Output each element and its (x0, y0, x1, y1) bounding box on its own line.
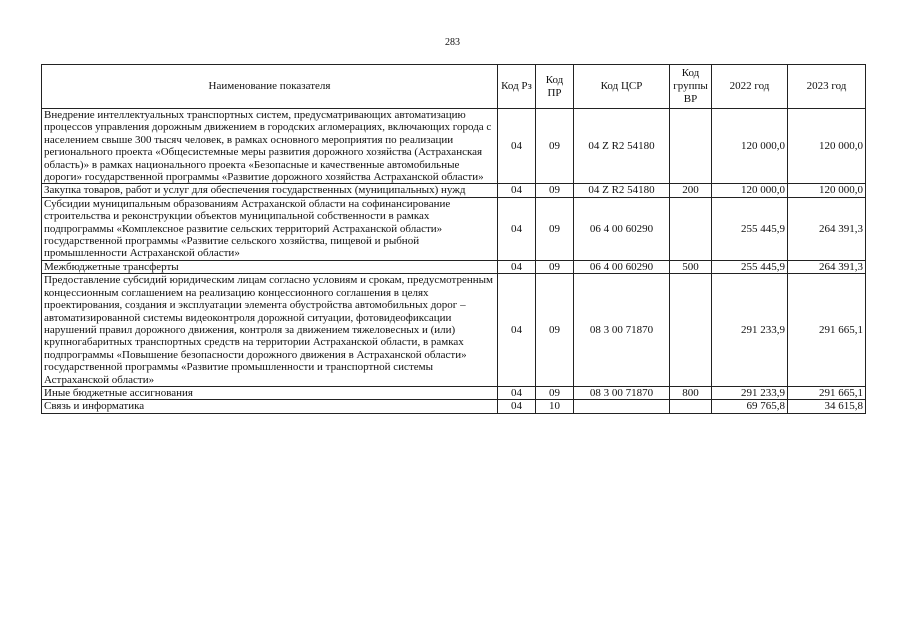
row-2023: 264 391,3 (788, 197, 866, 260)
row-2023: 264 391,3 (788, 260, 866, 273)
row-2023: 34 615,8 (788, 400, 866, 413)
row-csr: 06 4 00 60290 (574, 260, 670, 273)
table-header-row (42, 65, 866, 109)
row-rz: 04 (498, 386, 536, 399)
budget-table (41, 64, 866, 414)
row-pr: 09 (536, 260, 574, 273)
row-name: Внедрение интеллектуальных транспортных систем, предусматривающих автоматизацию процессов управления дорожным движением в городских агломерациях, включающих города с населением свыше 300 тысяч человек, в рамках основного мероприятия по реализации регионального проекта «Общесистемные меры развития дорожного хозяйства (Астраханская область)» в рамках национального проекта «Безопасные и качественные автомобильные дороги» государственной программы «Развитие дорожного хозяйства Астраханской области» (42, 109, 498, 184)
row-rz: 04 (498, 400, 536, 413)
row-2022: 120 000,0 (712, 109, 788, 184)
row-name: Иные бюджетные ассигнования (42, 386, 498, 399)
row-rz: 04 (498, 260, 536, 273)
row-2022: 69 765,8 (712, 400, 788, 413)
row-vr: 800 (670, 386, 712, 399)
row-2023: 291 665,1 (788, 386, 866, 399)
header-pr: Код ПР (536, 65, 574, 109)
header-2022: 2022 год (712, 65, 788, 109)
row-name: Закупка товаров, работ и услуг для обеспечения государственных (муниципальных) нужд (42, 184, 498, 197)
row-pr: 09 (536, 109, 574, 184)
row-rz: 04 (498, 197, 536, 260)
row-vr (670, 197, 712, 260)
row-2022: 255 445,9 (712, 197, 788, 260)
row-rz: 04 (498, 274, 536, 387)
table-row (42, 260, 866, 273)
header-csr: Код ЦСР (574, 65, 670, 109)
row-2022: 255 445,9 (712, 260, 788, 273)
table-row (42, 400, 866, 413)
row-2022: 291 233,9 (712, 386, 788, 399)
row-pr: 10 (536, 400, 574, 413)
row-2022: 120 000,0 (712, 184, 788, 197)
row-name: Межбюджетные трансферты (42, 260, 498, 273)
row-2023: 291 665,1 (788, 274, 866, 387)
row-pr: 09 (536, 386, 574, 399)
table-row (42, 184, 866, 197)
row-name: Субсидии муниципальным образованиям Астраханской области на софинансирование строительства и реконструкции объектов муниципальной собственности в рамках подпрограммы «Комплексное развитие сельских территорий Астраханской области» государственной программы «Развитие сельского хозяйства, пищевой и рыбной промышленности Астраханской области» (42, 197, 498, 260)
row-2023: 120 000,0 (788, 184, 866, 197)
header-rz: Код Рз (498, 65, 536, 109)
row-2022: 291 233,9 (712, 274, 788, 387)
row-rz: 04 (498, 184, 536, 197)
row-vr (670, 400, 712, 413)
row-name: Предоставление субсидий юридическим лицам согласно условиям и срокам, предусмотренным концессионным соглашением на реализацию концессионного соглашения в целях проектирования, создания и эксплуатации элемента обустройства автомобильных дорог – автоматизированной системы видеоконтроля дорожной ситуации, фотовидеофиксации нарушений правил дорожного движения, контроля за движением тяжеловесных и (или) крупногабаритных транспортных средств на территории Астраханской области, в рамках подпрограммы «Повышение безопасности дорожного движения в Астраханской области» государственной программы «Развитие промышленности и транспортной системы Астраханской области» (42, 274, 498, 387)
row-csr: 04 Z R2 54180 (574, 109, 670, 184)
table-row (42, 274, 866, 387)
row-csr (574, 400, 670, 413)
page-number: 283 (445, 37, 460, 48)
row-2023: 120 000,0 (788, 109, 866, 184)
row-vr (670, 109, 712, 184)
header-2023: 2023 год (788, 65, 866, 109)
row-csr: 08 3 00 71870 (574, 274, 670, 387)
row-csr: 04 Z R2 54180 (574, 184, 670, 197)
table-row (42, 386, 866, 399)
row-pr: 09 (536, 274, 574, 387)
row-pr: 09 (536, 197, 574, 260)
row-name: Связь и информатика (42, 400, 498, 413)
table-row (42, 197, 866, 260)
header-name: Наименование показателя (42, 65, 498, 109)
row-rz: 04 (498, 109, 536, 184)
row-pr: 09 (536, 184, 574, 197)
row-csr: 08 3 00 71870 (574, 386, 670, 399)
row-csr: 06 4 00 60290 (574, 197, 670, 260)
row-vr: 200 (670, 184, 712, 197)
row-vr: 500 (670, 260, 712, 273)
row-vr (670, 274, 712, 387)
table-row (42, 109, 866, 184)
header-vr: Код группы ВР (670, 65, 712, 109)
